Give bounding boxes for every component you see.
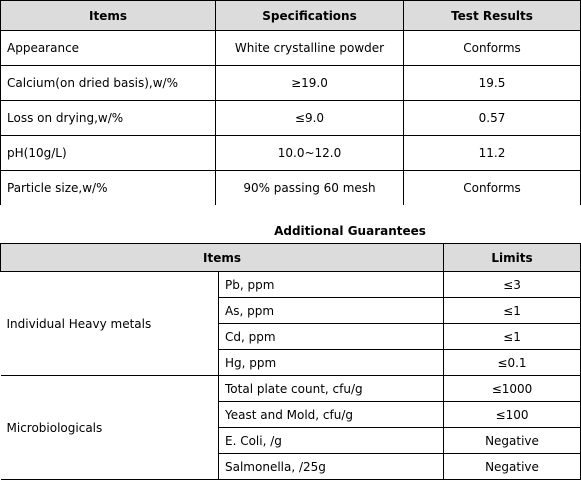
item-name: Calcium(on dried basis),w/% [1, 66, 216, 101]
item-test-result: 19.5 [404, 66, 581, 101]
test-limit: ≤100 [444, 402, 581, 428]
test-limit: ≤1000 [444, 376, 581, 402]
group-microbiologicals: Microbiologicals [1, 376, 219, 480]
item-specification: 10.0~12.0 [216, 136, 404, 171]
header-specifications: Specifications [216, 1, 404, 31]
table-row [1, 66, 581, 101]
item-test-result: Conforms [404, 31, 581, 66]
header-items: Items [1, 244, 444, 272]
item-name: pH(10g/L) [1, 136, 216, 171]
item-test-result: 0.57 [404, 101, 581, 136]
table-row [1, 376, 581, 402]
guarantee-header-row [1, 244, 581, 272]
item-name: Appearance [1, 31, 216, 66]
item-specification: ≥19.0 [216, 66, 404, 101]
test-limit: ≤1 [444, 298, 581, 324]
test-item: Cd, ppm [219, 324, 444, 350]
test-item: Yeast and Mold, cfu/g [219, 402, 444, 428]
item-test-result: Conforms [404, 171, 581, 206]
header-test-results: Test Results [404, 1, 581, 31]
table-row [1, 101, 581, 136]
spec-header-row [1, 1, 581, 31]
item-name: Loss on drying,w/% [1, 101, 216, 136]
test-item: As, ppm [219, 298, 444, 324]
test-limit: ≤0.1 [444, 350, 581, 376]
header-items: Items [1, 1, 216, 31]
item-specification: 90% passing 60 mesh [216, 171, 404, 206]
item-specification: White crystalline powder [216, 31, 404, 66]
item-specification: ≤9.0 [216, 101, 404, 136]
test-item: Hg, ppm [219, 350, 444, 376]
group-heavy-metals: Individual Heavy metals [1, 272, 219, 376]
item-name: Particle size,w/% [1, 171, 216, 206]
table-row [1, 136, 581, 171]
item-test-result: 11.2 [404, 136, 581, 171]
test-limit: ≤1 [444, 324, 581, 350]
test-item: Pb, ppm [219, 272, 444, 298]
additional-guarantees-title: Additional Guarantees [274, 224, 426, 238]
additional-guarantees-table [0, 243, 581, 480]
test-limit: ≤3 [444, 272, 581, 298]
test-item: Salmonella, /25g [219, 454, 444, 480]
test-limit: Negative [444, 454, 581, 480]
specifications-table [0, 0, 581, 205]
test-item: E. Coli, /g [219, 428, 444, 454]
table-row [1, 272, 581, 298]
header-limits: Limits [444, 244, 581, 272]
test-item: Total plate count, cfu/g [219, 376, 444, 402]
table-row [1, 171, 581, 206]
table-row [1, 31, 581, 66]
test-limit: Negative [444, 428, 581, 454]
